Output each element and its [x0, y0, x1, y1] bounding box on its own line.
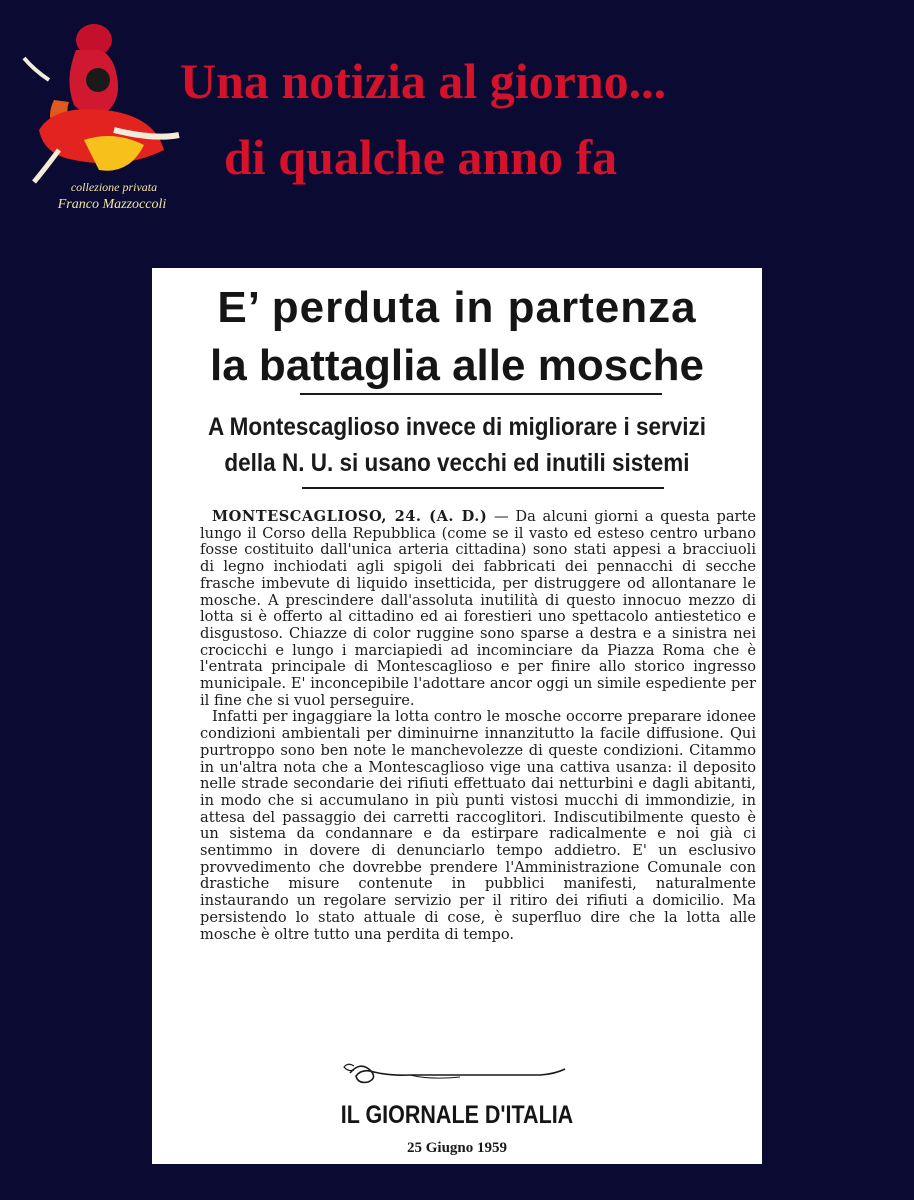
publication-date: 25 Giugno 1959: [406, 1140, 508, 1156]
newspaper-name: IL GIORNALE D'ITALIA: [340, 1101, 574, 1129]
article-title-line-2: la battaglia alle mosche: [210, 341, 704, 390]
logo-caption-collection: collezione privata: [70, 180, 158, 194]
title-divider: [300, 393, 662, 395]
article-subtitle-line-2: della N. U. si usano vecchi ed inutili sistemi: [224, 449, 690, 477]
article-paragraph-1-text: — Da alcuni giorni a questa parte lungo il Corso della Repubblica (come se il vasto ed esteso centro urbano fosse costituito dall'unica arteria cittadina) sono stati appesi a bracciuoli di legno inchiodati agli spigoli dei fabbricati dei pennacchi di secche frasche imbevute di liquido insetticida, per distruggere od allontanare le mosche. A prescindere dall'assoluta inutilità di questo innocuo mezzo di lotta si è offerto al cittadino ed ai forestieri uno spettacolo antiestetico e disgustoso. Chiazze di color ruggine sono sparse a destra e a sinistra nei crocicchi e lungo i marciapiedi ad incominciare da Piazza Roma che è l'entrata principale di Montescaglioso e per finire allo storico ingresso municipale. E' inconcepibile l'adottare ancor oggi un simile espediente per il fine che si vuol perseguire.: [200, 508, 757, 709]
headline-line-2: di qualche anno fa: [224, 129, 618, 185]
article-body: [200, 509, 756, 943]
article-dateline: MONTESCAGLIOSO, 24. (A. D.): [212, 508, 488, 525]
article-title-line-1: E’ perduta in partenza: [217, 283, 697, 332]
subtitle-divider: [302, 487, 664, 489]
article-subtitle-line-1: A Montescaglioso invece di migliorare i servizi: [207, 413, 707, 441]
headline-line-1: Una notizia al giorno...: [180, 53, 667, 109]
dancer-illustration-icon: [14, 10, 194, 185]
article-paragraph-2: Infatti per ingaggiare la lotta contro le mosche occorre preparare idonee condizioni ambientali per diminuirne innanzitutto la facile diffusione. Qui purtroppo sono ben note le manchevolezze di queste condizioni. Citammo in un'altra nota che a Montescaglioso vige una cattiva usanza: il deposito nelle strade secondarie dei rifiuti effettuato dai netturbini e dagli abitanti, in modo che si accumulano in più punti vistosi mucchi di immondizie, in attesa del passaggio dei carretti raccoglitori. Indiscutibilmente questo è un sistema da condannare e da estirpare radicalmente e noi già ci sentimmo in dovere di denunciarlo tempo addietro. E' un esclusivo provvedimento che dovrebbe prendere l'Amministrazione Comunale con drastiche misure contenute in pubblici manifesti, naturalmente instaurando un regolare servizio per il ritiro dei rifiuti a domicilio. Ma persistendo lo stato attuale di cose, è superfluo dire che la lotta alle mosche è oltre tutto una perdita di tempo.: [200, 708, 756, 943]
collection-logo: [14, 10, 194, 225]
newspaper-clipping: [152, 268, 762, 1164]
flourish-ornament-icon: [340, 1058, 574, 1088]
logo-caption-owner: Franco Mazzoccoli: [57, 197, 167, 212]
article-paragraph-1: [200, 509, 756, 709]
